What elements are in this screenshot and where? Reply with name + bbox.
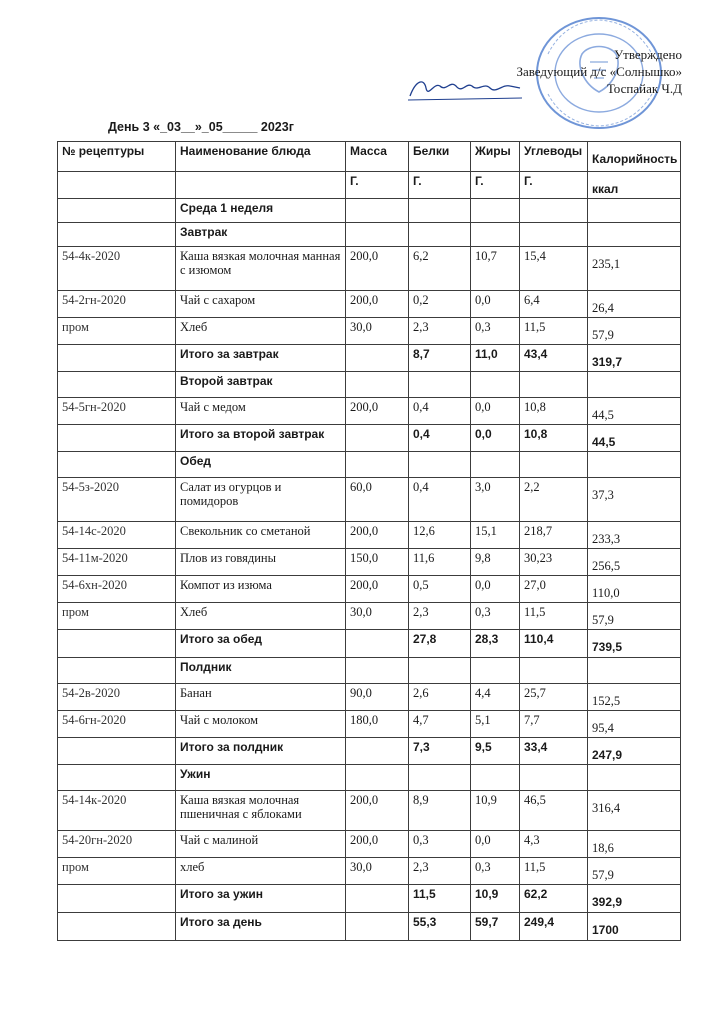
table-row: [58, 478, 681, 522]
table-row: [58, 398, 681, 425]
cell-dish-name: Итого за обед: [176, 630, 346, 658]
cell-mass: 30,0: [346, 858, 409, 885]
cell-dish-name: Полдник: [176, 658, 346, 684]
unit-cell: ккал: [588, 172, 681, 199]
cell-calories: 110,0: [588, 576, 681, 603]
cell-dish-name: Ужин: [176, 765, 346, 791]
cell-mass: [346, 738, 409, 765]
cell-fats: 4,4: [471, 684, 520, 711]
cell-dish-name: Каша вязкая молочная пшеничная с яблоками: [176, 791, 346, 831]
cell-fats: 9,5: [471, 738, 520, 765]
cell-calories: 95,4: [588, 711, 681, 738]
cell-dish-name: Чай с малиной: [176, 831, 346, 858]
cell-proteins: 11,5: [409, 885, 471, 913]
cell-calories: [588, 199, 681, 223]
cell-calories: 1700: [588, 913, 681, 941]
day-date-line: День 3 «_03__»_05_____ 2023г: [108, 120, 294, 134]
table-row: [58, 603, 681, 630]
cell-carbohydrates: 4,3: [520, 831, 588, 858]
total-row: [58, 738, 681, 765]
cell-fats: 59,7: [471, 913, 520, 941]
unit-cell: [176, 172, 346, 199]
cell-recipe-code: пром: [58, 318, 176, 345]
cell-carbohydrates: [520, 765, 588, 791]
header-mass: Масса: [346, 142, 409, 172]
unit-cell: Г.: [409, 172, 471, 199]
cell-fats: 5,1: [471, 711, 520, 738]
cell-fats: 9,8: [471, 549, 520, 576]
cell-dish-name: Салат из огурцов и помидоров: [176, 478, 346, 522]
header-carbohydrates: Углеводы: [520, 142, 588, 172]
cell-fats: [471, 658, 520, 684]
cell-dish-name: Среда 1 неделя: [176, 199, 346, 223]
cell-recipe-code: 54-20гн-2020: [58, 831, 176, 858]
cell-dish-name: Второй завтрак: [176, 372, 346, 398]
total-row: [58, 630, 681, 658]
unit-cell: Г.: [520, 172, 588, 199]
cell-fats: 3,0: [471, 478, 520, 522]
table-row: [58, 858, 681, 885]
cell-fats: 10,7: [471, 247, 520, 291]
cell-fats: 10,9: [471, 885, 520, 913]
cell-carbohydrates: 62,2: [520, 885, 588, 913]
cell-proteins: [409, 372, 471, 398]
cell-proteins: 0,3: [409, 831, 471, 858]
cell-recipe-code: 54-5гн-2020: [58, 398, 176, 425]
cell-proteins: 2,3: [409, 603, 471, 630]
cell-calories: [588, 765, 681, 791]
table-units-row: [58, 172, 681, 199]
cell-carbohydrates: 43,4: [520, 345, 588, 372]
cell-mass: [346, 765, 409, 791]
cell-carbohydrates: 11,5: [520, 603, 588, 630]
approval-position: Заведующий д/с «Солнышко»: [516, 64, 682, 79]
cell-dish-name: Итого за завтрак: [176, 345, 346, 372]
cell-mass: [346, 885, 409, 913]
cell-calories: 57,9: [588, 603, 681, 630]
cell-fats: 0,3: [471, 603, 520, 630]
cell-recipe-code: пром: [58, 858, 176, 885]
cell-carbohydrates: 11,5: [520, 858, 588, 885]
cell-recipe-code: 54-4к-2020: [58, 247, 176, 291]
cell-proteins: 2,6: [409, 684, 471, 711]
approval-title: Утверждено: [613, 47, 682, 62]
cell-carbohydrates: 15,4: [520, 247, 588, 291]
approval-block: [516, 46, 682, 97]
cell-recipe-code: [58, 630, 176, 658]
cell-calories: 316,4: [588, 791, 681, 831]
cell-fats: 0,0: [471, 398, 520, 425]
cell-carbohydrates: 33,4: [520, 738, 588, 765]
section-row: [58, 658, 681, 684]
cell-fats: 0,3: [471, 318, 520, 345]
cell-recipe-code: [58, 738, 176, 765]
cell-recipe-code: 54-5з-2020: [58, 478, 176, 522]
table-row: [58, 549, 681, 576]
cell-carbohydrates: 218,7: [520, 522, 588, 549]
section-row: [58, 372, 681, 398]
cell-carbohydrates: 6,4: [520, 291, 588, 318]
cell-proteins: 8,9: [409, 791, 471, 831]
cell-carbohydrates: 27,0: [520, 576, 588, 603]
total-row: [58, 885, 681, 913]
cell-mass: [346, 425, 409, 452]
cell-mass: [346, 345, 409, 372]
cell-proteins: 55,3: [409, 913, 471, 941]
cell-fats: 0,3: [471, 858, 520, 885]
unit-cell: [58, 172, 176, 199]
unit-cell: Г.: [346, 172, 409, 199]
cell-calories: 247,9: [588, 738, 681, 765]
cell-mass: 200,0: [346, 576, 409, 603]
cell-mass: [346, 630, 409, 658]
cell-calories: 37,3: [588, 478, 681, 522]
cell-calories: [588, 452, 681, 478]
cell-recipe-code: 54-14с-2020: [58, 522, 176, 549]
cell-carbohydrates: 7,7: [520, 711, 588, 738]
cell-fats: 0,0: [471, 576, 520, 603]
cell-carbohydrates: [520, 372, 588, 398]
cell-fats: 11,0: [471, 345, 520, 372]
table-header-row: [58, 142, 681, 172]
cell-carbohydrates: [520, 199, 588, 223]
section-row: [58, 223, 681, 247]
cell-proteins: 4,7: [409, 711, 471, 738]
header-dish-name: Наименование блюда: [176, 142, 346, 172]
cell-calories: 26,4: [588, 291, 681, 318]
cell-calories: [588, 658, 681, 684]
cell-recipe-code: [58, 765, 176, 791]
cell-dish-name: Итого за полдник: [176, 738, 346, 765]
cell-carbohydrates: 30,23: [520, 549, 588, 576]
cell-dish-name: Хлеб: [176, 603, 346, 630]
cell-dish-name: Итого за ужин: [176, 885, 346, 913]
cell-proteins: 6,2: [409, 247, 471, 291]
cell-carbohydrates: [520, 658, 588, 684]
cell-carbohydrates: 46,5: [520, 791, 588, 831]
cell-fats: 0,0: [471, 291, 520, 318]
cell-mass: 200,0: [346, 522, 409, 549]
cell-recipe-code: [58, 425, 176, 452]
cell-proteins: 2,3: [409, 318, 471, 345]
cell-proteins: 0,4: [409, 398, 471, 425]
cell-calories: 739,5: [588, 630, 681, 658]
cell-proteins: 2,3: [409, 858, 471, 885]
cell-carbohydrates: 11,5: [520, 318, 588, 345]
cell-calories: [588, 372, 681, 398]
cell-carbohydrates: 25,7: [520, 684, 588, 711]
cell-recipe-code: [58, 658, 176, 684]
cell-carbohydrates: 10,8: [520, 398, 588, 425]
cell-calories: 256,5: [588, 549, 681, 576]
cell-proteins: 0,4: [409, 425, 471, 452]
total-row: [58, 913, 681, 941]
cell-mass: 60,0: [346, 478, 409, 522]
cell-dish-name: Итого за день: [176, 913, 346, 941]
header-fats: Жиры: [471, 142, 520, 172]
approval-signer: Тоспайак Ч.Д: [606, 81, 682, 96]
cell-proteins: [409, 199, 471, 223]
cell-proteins: 12,6: [409, 522, 471, 549]
cell-proteins: 8,7: [409, 345, 471, 372]
table-row: [58, 711, 681, 738]
cell-recipe-code: 54-2в-2020: [58, 684, 176, 711]
cell-calories: 44,5: [588, 425, 681, 452]
cell-carbohydrates: [520, 452, 588, 478]
cell-proteins: 27,8: [409, 630, 471, 658]
cell-proteins: 0,2: [409, 291, 471, 318]
table-row: [58, 318, 681, 345]
cell-carbohydrates: 10,8: [520, 425, 588, 452]
cell-fats: 28,3: [471, 630, 520, 658]
section-row: [58, 765, 681, 791]
cell-recipe-code: [58, 913, 176, 941]
table-row: [58, 684, 681, 711]
cell-proteins: 11,6: [409, 549, 471, 576]
total-row: [58, 345, 681, 372]
cell-recipe-code: [58, 345, 176, 372]
cell-dish-name: Чай с медом: [176, 398, 346, 425]
cell-calories: 233,3: [588, 522, 681, 549]
cell-mass: 200,0: [346, 247, 409, 291]
cell-mass: [346, 452, 409, 478]
cell-fats: 15,1: [471, 522, 520, 549]
cell-mass: [346, 658, 409, 684]
cell-calories: 392,9: [588, 885, 681, 913]
cell-dish-name: Хлеб: [176, 318, 346, 345]
cell-calories: 57,9: [588, 858, 681, 885]
table-row: [58, 791, 681, 831]
cell-mass: 30,0: [346, 318, 409, 345]
cell-dish-name: Завтрак: [176, 223, 346, 247]
cell-fats: 10,9: [471, 791, 520, 831]
handwritten-signature-icon: [406, 74, 524, 104]
cell-mass: 200,0: [346, 791, 409, 831]
cell-fats: [471, 372, 520, 398]
cell-mass: 90,0: [346, 684, 409, 711]
cell-recipe-code: [58, 372, 176, 398]
cell-fats: [471, 765, 520, 791]
cell-fats: [471, 199, 520, 223]
cell-carbohydrates: 110,4: [520, 630, 588, 658]
menu-table: [57, 141, 681, 941]
cell-recipe-code: [58, 199, 176, 223]
section-row: [58, 452, 681, 478]
cell-carbohydrates: [520, 223, 588, 247]
cell-mass: 200,0: [346, 831, 409, 858]
table-row: [58, 522, 681, 549]
cell-proteins: [409, 658, 471, 684]
cell-calories: 44,5: [588, 398, 681, 425]
cell-mass: [346, 199, 409, 223]
cell-dish-name: Итого за второй завтрак: [176, 425, 346, 452]
cell-dish-name: хлеб: [176, 858, 346, 885]
header-recipe-number: № рецептуры: [58, 142, 176, 172]
cell-fats: 0,0: [471, 425, 520, 452]
unit-cell: Г.: [471, 172, 520, 199]
cell-dish-name: Свекольник со сметаной: [176, 522, 346, 549]
cell-dish-name: Чай с молоком: [176, 711, 346, 738]
cell-fats: [471, 223, 520, 247]
cell-dish-name: Банан: [176, 684, 346, 711]
cell-calories: 235,1: [588, 247, 681, 291]
cell-fats: [471, 452, 520, 478]
cell-mass: 150,0: [346, 549, 409, 576]
cell-proteins: 0,5: [409, 576, 471, 603]
section-row: [58, 199, 681, 223]
cell-recipe-code: 54-14к-2020: [58, 791, 176, 831]
cell-carbohydrates: 2,2: [520, 478, 588, 522]
cell-recipe-code: [58, 452, 176, 478]
cell-recipe-code: 54-11м-2020: [58, 549, 176, 576]
cell-dish-name: Обед: [176, 452, 346, 478]
cell-recipe-code: 54-2гн-2020: [58, 291, 176, 318]
cell-mass: [346, 913, 409, 941]
cell-recipe-code: 54-6хн-2020: [58, 576, 176, 603]
header-proteins: Белки: [409, 142, 471, 172]
cell-recipe-code: пром: [58, 603, 176, 630]
cell-mass: 180,0: [346, 711, 409, 738]
cell-dish-name: Плов из говядины: [176, 549, 346, 576]
cell-dish-name: Компот из изюма: [176, 576, 346, 603]
cell-recipe-code: [58, 885, 176, 913]
cell-calories: 152,5: [588, 684, 681, 711]
total-row: [58, 425, 681, 452]
table-row: [58, 291, 681, 318]
cell-mass: [346, 372, 409, 398]
table-row: [58, 576, 681, 603]
cell-mass: [346, 223, 409, 247]
table-row: [58, 247, 681, 291]
cell-proteins: [409, 765, 471, 791]
cell-calories: 18,6: [588, 831, 681, 858]
cell-calories: 319,7: [588, 345, 681, 372]
table-row: [58, 831, 681, 858]
cell-recipe-code: 54-6гн-2020: [58, 711, 176, 738]
cell-proteins: 7,3: [409, 738, 471, 765]
cell-mass: 30,0: [346, 603, 409, 630]
cell-calories: 57,9: [588, 318, 681, 345]
cell-dish-name: Каша вязкая молочная манная с изюмом: [176, 247, 346, 291]
cell-calories: [588, 223, 681, 247]
cell-carbohydrates: 249,4: [520, 913, 588, 941]
cell-proteins: [409, 452, 471, 478]
cell-mass: 200,0: [346, 291, 409, 318]
cell-fats: 0,0: [471, 831, 520, 858]
cell-mass: 200,0: [346, 398, 409, 425]
header-calories: Калорийность: [588, 142, 681, 172]
cell-recipe-code: [58, 223, 176, 247]
cell-dish-name: Чай с сахаром: [176, 291, 346, 318]
cell-proteins: [409, 223, 471, 247]
cell-proteins: 0,4: [409, 478, 471, 522]
